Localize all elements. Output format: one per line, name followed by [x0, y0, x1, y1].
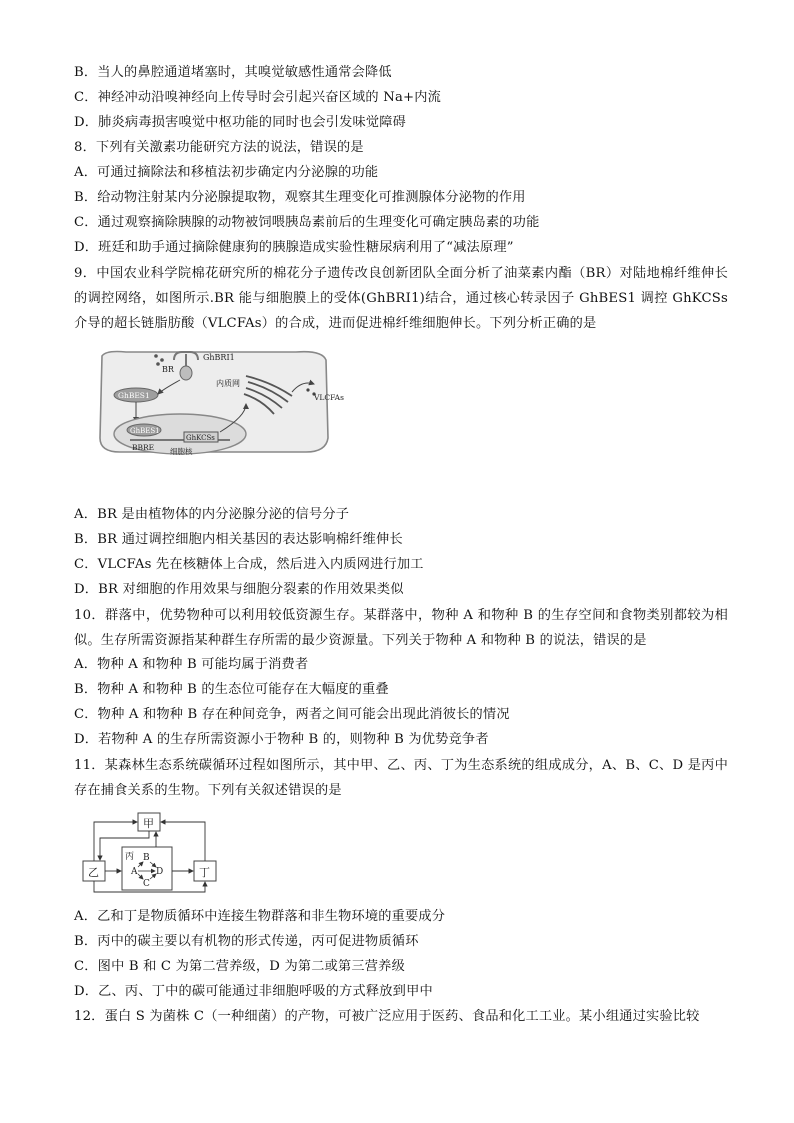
q7-option-d: D．肺炎病毒损害嗅觉中枢功能的同时也会引发味觉障碍	[74, 115, 407, 130]
q9-option-c: C．VLCFAs 先在核糖体上合成，然后进入内质网进行加工	[74, 557, 424, 572]
label-bes1-nucleus: GhBES1	[130, 427, 160, 435]
label-ding: 丁	[199, 866, 210, 879]
q9-option-d: D．BR 对细胞的作用效果与细胞分裂素的作用效果类似	[74, 582, 404, 597]
carbon-cycle-figure	[80, 810, 220, 894]
q8-option-c: C．通过观察摘除胰腺的动物被饲喂胰岛素前后的生理变化可确定胰岛素的功能	[74, 215, 540, 230]
q11-option-d: D．乙、丙、丁中的碳可能通过非细胞呼吸的方式释放到甲中	[74, 984, 433, 999]
label-receptor: GhBRI1	[203, 353, 235, 362]
receptor-body	[180, 366, 192, 380]
label-bbre: BBRE	[132, 443, 155, 452]
q11-option-c: C．图中 B 和 C 为第二营养级，D 为第二或第三营养级	[74, 959, 405, 974]
cell-signaling-figure	[96, 346, 344, 458]
q10-option-c: C．物种 A 和物种 B 存在种间竞争，两者之间可能会出现此消彼长的情况	[74, 707, 510, 722]
q11-stem: 11．某森林生态系统碳循环过程如图所示，其中甲、乙、丙、丁为生态系统的组成成分，A、B、C、D 是丙中存在捕食关系的生物。下列有关叙述错误的是	[74, 758, 728, 798]
label-yi: 乙	[88, 866, 99, 879]
label-b: B	[143, 853, 150, 863]
label-jia: 甲	[143, 817, 154, 830]
q10-stem: 10．群落中，优势物种可以利用较低资源生存。某群落中，物种 A 和物种 B 的生存空间和食物类别都较为相似。生存所需资源指某种群生存所需的最少资源量。下列关于物种 A 和物种 B 的说法，错误的是	[74, 608, 728, 648]
vlcfa-dot	[306, 388, 309, 391]
q8-stem: 8．下列有关激素功能研究方法的说法，错误的是	[74, 140, 364, 155]
q8-option-a: A．可通过摘除法和移植法初步确定内分泌腺的功能	[74, 165, 379, 180]
q7-option-b: B．当人的鼻腔通道堵塞时，其嗅觉敏感性通常会降低	[74, 65, 392, 80]
q7-option-c: C．神经冲动沿嗅神经向上传导时会引起兴奋区域的 Na+内流	[74, 90, 442, 105]
q11-option-b: B．丙中的碳主要以有机物的形式传递，丙可促进物质循环	[74, 934, 419, 949]
q8-option-b: B．给动物注射某内分泌腺提取物，观察其生理变化可推测腺体分泌物的作用	[74, 190, 526, 205]
label-kcs: GhKCSs	[186, 434, 215, 442]
label-vlcfas: VLCFAs	[314, 393, 344, 402]
q9-option-b: B．BR 通过调控细胞内相关基因的表达影响棉纤维伸长	[74, 532, 403, 547]
label-bes1-cytoplasm: GhBES1	[118, 391, 150, 400]
q10-option-a: A．物种 A 和物种 B 可能均属于消费者	[74, 657, 309, 672]
label-d: D	[156, 867, 164, 877]
q9-stem: 9．中国农业科学院棉花研究所的棉花分子遗传改良创新团队全面分析了油菜素内酯（BR）对陆地棉纤维伸长的调控网络，如图所示.BR 能与细胞膜上的受体(GhBRI1)结合，通过核心转录因子 GhBES1 调控 GhKCSs 介导的超长链脂肪酸（VLCFAs）的合成，进而促进棉纤维细胞伸长。下列分析正确的是	[74, 266, 728, 331]
br-dot	[160, 358, 164, 362]
label-c: C	[143, 879, 150, 889]
q9-option-a: A．BR 是由植物体的内分泌腺分泌的信号分子	[74, 507, 350, 522]
q11-option-a: A．乙和丁是物质循环中连接生物群落和非生物环境的重要成分	[74, 909, 446, 924]
q12-stem: 12．蛋白 S 为菌株 C（一种细菌）的产物，可被广泛应用于医药、食品和化工工业。某小组通过实验比较	[74, 1009, 700, 1024]
label-nucleus: 细胞核	[170, 447, 193, 456]
q10-option-d: D．若物种 A 的生存所需资源小于物种 B 的，则物种 B 为优势竞争者	[74, 732, 489, 747]
label-er: 内质网	[216, 379, 240, 388]
q8-option-d: D．班廷和助手通过摘除健康狗的胰腺造成实验性糖尿病利用了“减法原理”	[74, 240, 514, 255]
br-dot	[154, 354, 158, 358]
q10-option-b: B．物种 A 和物种 B 的生态位可能存在大幅度的重叠	[74, 682, 389, 697]
label-a: A	[131, 867, 138, 877]
br-dot	[156, 362, 160, 366]
label-bing: 丙	[125, 852, 135, 862]
label-br: BR	[162, 365, 174, 374]
